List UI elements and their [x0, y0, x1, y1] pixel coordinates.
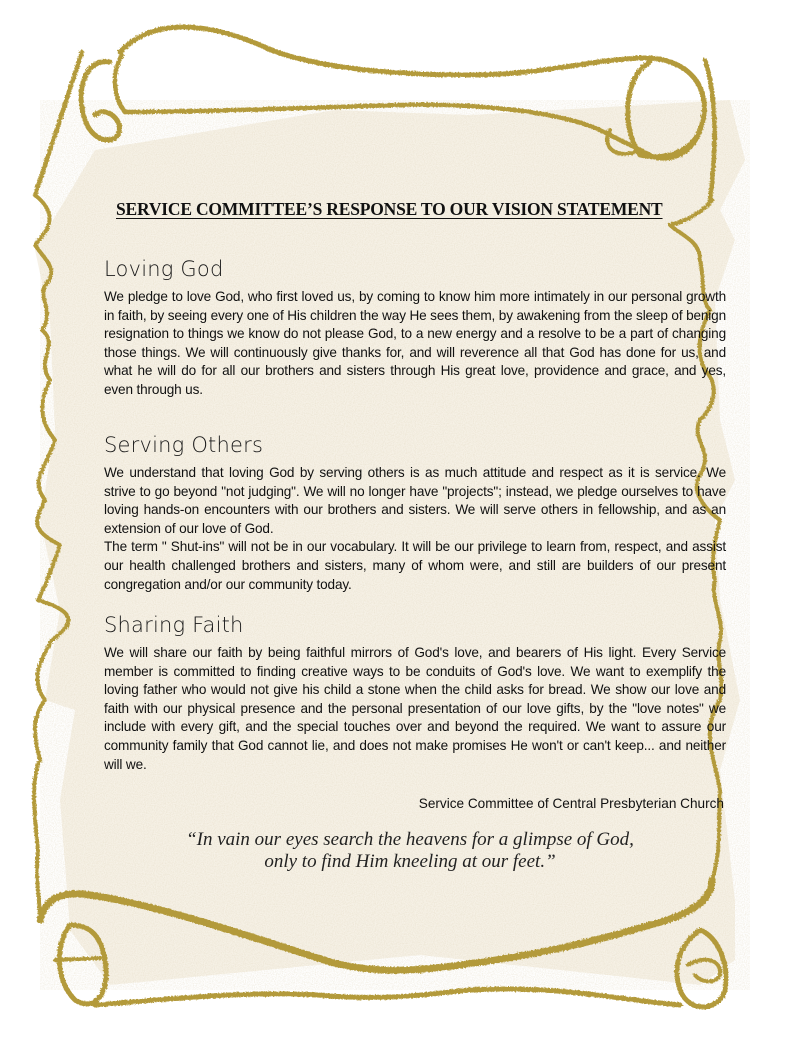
section-body-loving-god — [104, 288, 726, 400]
signature-line: Service Committee of Central Presbyterian Church — [418, 796, 724, 811]
quote-line-1: “In vain our eyes search the heavens for a glimpse of God, — [186, 829, 634, 850]
section-heading-loving-god: Loving God — [104, 257, 224, 281]
quote-line-2: only to find Him kneeling at our feet.” — [264, 851, 556, 872]
paragraph: The term " Shut-ins" will not be in our vocabulary. It will be our privilege to learn from, respect, and assist our health challenged brothers and sisters, many of whom were, and still are builders of our present congregation and/or our community today. — [104, 539, 726, 592]
paragraph: We pledge to love God, who first loved us, by coming to know him more intimately in our personal growth in faith, by seeing every one of His children the way He sees them, by awakening from the sleep of benign resignation to things we know do not please God, to a new energy and a resolve to be a part of changing those things. We will continuously give thanks for, and will reverence all that God has done for us, and what he will do for all our brothers and sisters through His great love, providence and grace, and yes, even through us. — [104, 289, 727, 397]
paragraph: We will share our faith by being faithful mirrors of God's love, and bearers of His light. Every Service member is committed to finding creative ways to be conduits of God's love. We want to exemplify the loving father who would not give his child a stone when the child asks for bread. We show our love and faith with our physical presence and the personal presentation of our love gifts, by the "love notes" we include with every gift, and the special touches over and beyond the required. We want to assure our community family that God cannot lie, and does not make promises He won't or can't keep... and neither will we. — [104, 645, 726, 772]
document-title: SERVICE COMMITTEE’S RESPONSE TO OUR VISION STATEMENT — [116, 199, 663, 219]
section-heading-serving-others: Serving Others — [104, 433, 264, 457]
closing-quote — [150, 829, 670, 873]
section-body-serving-others — [104, 464, 726, 594]
section-heading-sharing-faith: Sharing Faith — [104, 613, 244, 637]
section-body-sharing-faith — [104, 644, 726, 774]
paragraph: We understand that loving God by serving others is as much attitude and respect as it is service. We strive to go beyond "not judging". We will no longer have "projects"; instead, we pledge ourselves to have loving hands-on encounters with our brothers and sisters. We will serve others in fellowship, and as an extension of our love of God. — [104, 465, 726, 536]
